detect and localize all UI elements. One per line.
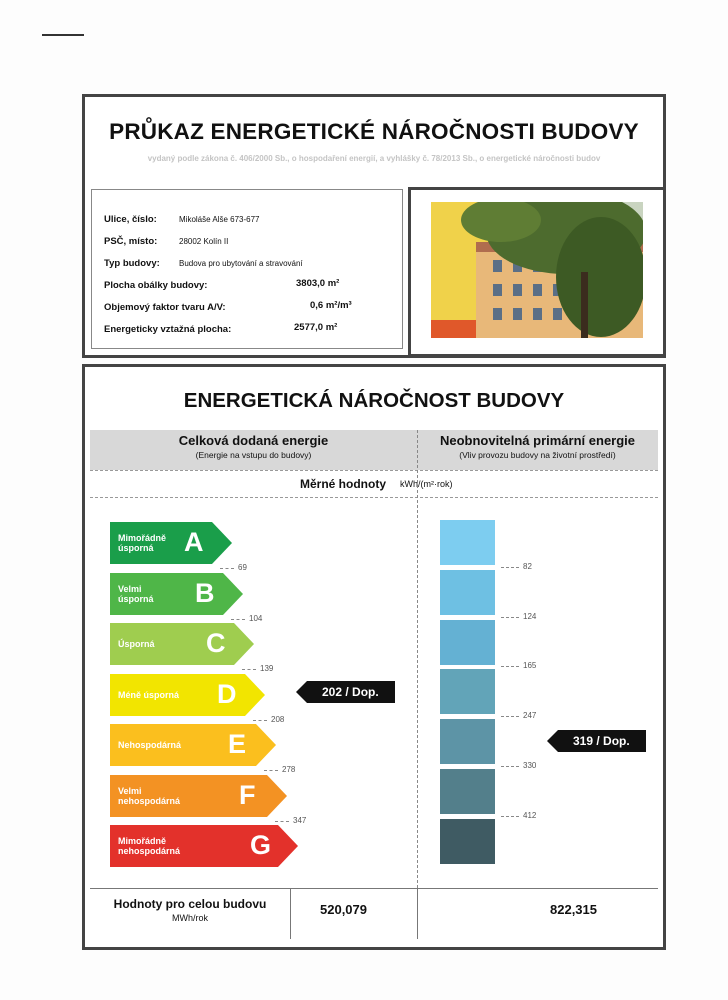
divider [90, 470, 658, 471]
limit-ab: 69 [238, 563, 247, 572]
limit-ef: 278 [282, 765, 296, 774]
primary-limit-bc: 124 [523, 611, 537, 621]
primary-class-square-a [440, 520, 495, 565]
building-photo [408, 187, 666, 357]
class-bar-e [110, 724, 276, 766]
building-info [91, 189, 403, 349]
limit-de: 208 [271, 714, 285, 724]
primary-class-square-e [440, 719, 495, 764]
specific-values-unit: kWh/(m²·rok) [400, 479, 453, 489]
primary-class-square-d [440, 669, 495, 714]
totals-unit: MWh/rok [172, 913, 208, 923]
shape-factor-row: Objemový faktor tvaru A/V: 0,6 m²/m³ [104, 300, 352, 313]
primary-limit-fg: 412 [523, 810, 537, 820]
primary-limit-de: 247 [523, 711, 537, 721]
class-g-name: Mimořádně nehospodárná [118, 836, 181, 856]
street-row: Ulice, číslo: Mikoláše Alše 673-677 [104, 214, 260, 225]
limit-tick-bc [231, 619, 245, 620]
divider [417, 889, 418, 939]
class-g-letter: G [250, 830, 272, 860]
limit-bc: 104 [249, 613, 263, 623]
reference-area-value: 2577,0 m² [294, 322, 338, 333]
delivered-energy-title: Celková dodaná energie [178, 433, 329, 448]
reference-area-row: Energeticky vztažná plocha: 2577,0 m² [104, 322, 338, 335]
primary-limit-cd: 165 [523, 661, 537, 671]
limit-fg: 347 [293, 815, 307, 825]
class-bar-d [110, 674, 265, 716]
specific-values-label: Měrné hodnoty [300, 477, 386, 491]
divider [290, 889, 291, 939]
totals-label: Hodnoty pro celou budovu [113, 897, 267, 911]
type-value: Budova pro ubytování a stravování [179, 259, 303, 268]
class-b-name: Velmi úsporná [118, 583, 154, 604]
limit-tick-fg [275, 821, 289, 822]
class-e-letter: E [228, 729, 247, 759]
primary-limit-tick-de [501, 716, 519, 717]
type-row: Typ budovy: Budova pro ubytování a stravování [104, 258, 303, 269]
limit-tick-de [253, 720, 267, 721]
primary-class-square-b [440, 570, 495, 615]
shape-factor-value: 0,6 m²/m³ [310, 300, 352, 311]
limit-tick-ab [220, 568, 234, 569]
energy-rating-panel [82, 364, 666, 950]
primary-limit-tick-ef [501, 766, 519, 767]
primary-limit-tick-bc [501, 617, 519, 618]
primary-limit-tick-cd [501, 666, 519, 667]
class-bar-c [110, 623, 254, 665]
class-bar-f [110, 775, 287, 817]
primary-limit-tick-ab [501, 567, 519, 568]
envelope-value: 3803,0 m² [296, 278, 340, 289]
divider [90, 497, 658, 498]
primary-limit-ab: 82 [523, 561, 532, 571]
whole-building-totals [90, 888, 658, 939]
city-row: PSČ, místo: 28002 Kolín II [104, 236, 229, 247]
primary-class-square-f [440, 769, 495, 814]
total-delivered-energy: 520,079 [320, 902, 367, 917]
total-primary-energy: 822,315 [550, 902, 597, 917]
class-a-letter: A [184, 527, 204, 557]
primary-class-square-g [440, 819, 495, 864]
class-f-name: Velmi nehospodárná [118, 785, 181, 806]
delivered-energy-marker: 202 / Dop. [307, 681, 395, 703]
primary-limit-ef: 330 [523, 761, 537, 770]
class-e-name: Nehospodárná [118, 740, 182, 750]
class-b-letter: B [195, 577, 215, 608]
envelope-row: Plocha obálky budovy: 3803,0 m² [104, 278, 340, 291]
certificate-header-panel [82, 94, 666, 358]
class-c-name: Úsporná [118, 639, 155, 649]
rating-title: ENERGETICKÁ NÁROČNOST BUDOVY [183, 389, 565, 412]
primary-energy-title: Neobnovitelná primární energie [439, 433, 636, 448]
class-bar-a [110, 522, 232, 564]
column-header-band [90, 430, 658, 470]
limit-tick-ef [264, 770, 278, 771]
class-c-letter: C [206, 628, 226, 658]
certificate-subtitle: vydaný podle zákona č. 406/2000 Sb., o hospodaření energií, a vyhlášky č. 78/2013 Sb., o energetické náročnosti budov [147, 154, 601, 163]
column-divider [417, 430, 418, 888]
limit-tick-cd [242, 669, 256, 670]
class-f-letter: F [239, 779, 256, 810]
primary-class-square-c [440, 620, 495, 665]
class-bar-b [110, 573, 243, 615]
street-value: Mikoláše Alše 673-677 [179, 215, 260, 224]
class-a-name: Mimořádně úsporná [118, 533, 167, 553]
primary-energy-subtitle: (Vliv provozu budovy na životní prostředí) [459, 450, 616, 460]
class-bar-g [110, 825, 298, 867]
class-d-name: Méně úsporná [118, 689, 180, 700]
page-mark [42, 34, 84, 36]
certificate-title: PRŮKAZ ENERGETICKÉ NÁROČNOSTI BUDOVY [109, 119, 639, 144]
primary-energy-marker: 319 / Dop. [558, 730, 646, 752]
delivered-energy-subtitle: (Energie na vstupu do budovy) [195, 450, 312, 460]
class-d-letter: D [217, 678, 237, 709]
limit-cd: 139 [260, 664, 274, 673]
city-value: 28002 Kolín II [179, 237, 229, 246]
primary-limit-tick-fg [501, 816, 519, 817]
